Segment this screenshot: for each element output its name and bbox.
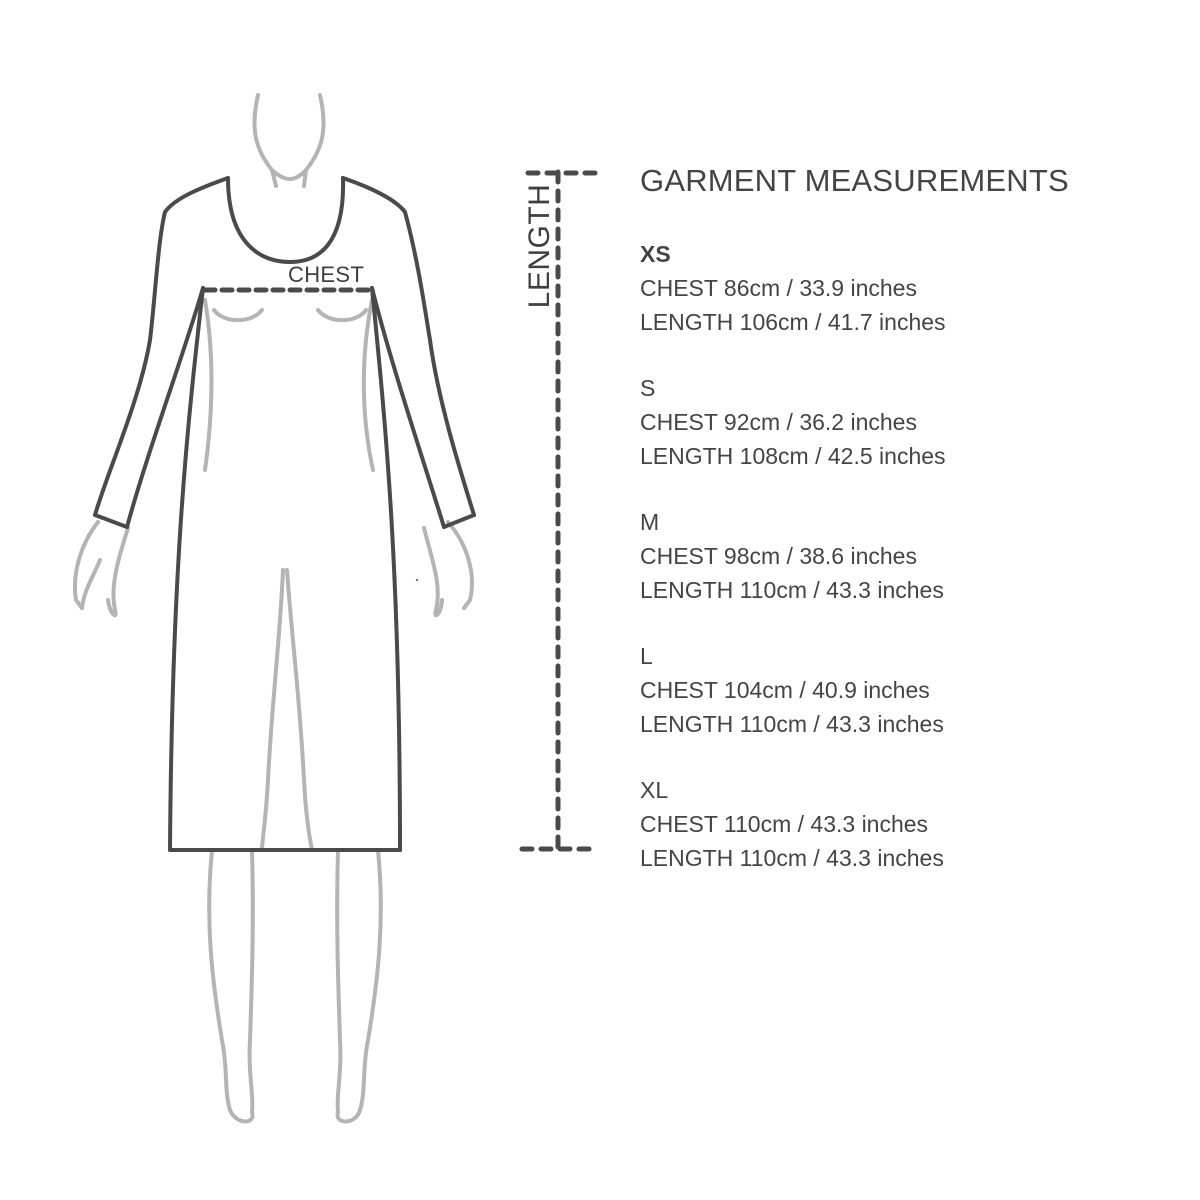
- length-measurement: LENGTH 110cm / 43.3 inches: [640, 711, 944, 737]
- chest-measurement: CHEST 110cm / 43.3 inches: [640, 811, 929, 837]
- size-name: XL: [640, 777, 669, 803]
- size-block-xs: [640, 237, 1180, 339]
- size-block-s: [640, 371, 1180, 473]
- chest-label: CHEST: [288, 262, 365, 287]
- measurements-panel: [640, 163, 1180, 907]
- panel-title: GARMENT MEASUREMENTS: [640, 163, 1069, 198]
- size-block-m: [640, 505, 1180, 607]
- length-measurement: LENGTH 110cm / 43.3 inches: [640, 577, 944, 603]
- length-measurement: LENGTH 108cm / 42.5 inches: [640, 443, 946, 469]
- size-block-xl: [640, 773, 1180, 875]
- size-name: M: [640, 509, 660, 535]
- chest-measurement: CHEST 98cm / 38.6 inches: [640, 543, 917, 569]
- size-name: S: [640, 375, 656, 401]
- length-measurement: LENGTH 110cm / 43.3 inches: [640, 845, 944, 871]
- size-name: XS: [640, 241, 671, 267]
- chest-measurement: CHEST 104cm / 40.9 inches: [640, 677, 930, 703]
- chest-measurement: CHEST 86cm / 33.9 inches: [640, 275, 917, 301]
- size-block-l: [640, 639, 1180, 741]
- length-label: LENGTH: [523, 183, 556, 309]
- dress-outline: [95, 178, 474, 850]
- size-name: L: [640, 643, 653, 669]
- length-measurement: LENGTH 106cm / 41.7 inches: [640, 309, 946, 335]
- chest-measurement: CHEST 92cm / 36.2 inches: [640, 409, 917, 435]
